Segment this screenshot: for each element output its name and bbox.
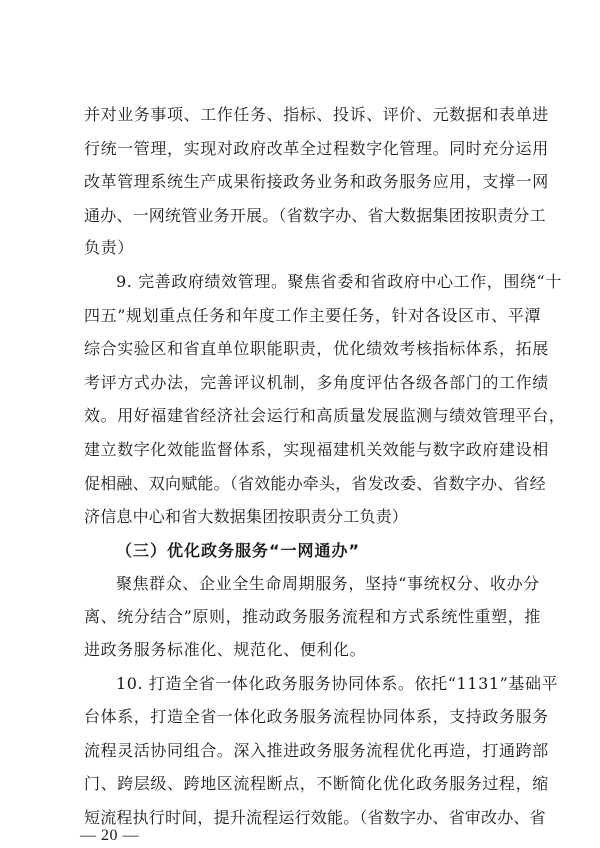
paragraph-line: 通办、一网统管业务开展。（省数字办、省大数据集团按职责分工 (84, 206, 546, 225)
section-intro-line: 离、统分结合”原则，推动政务服务流程和方式系统性重塑，推 (84, 607, 541, 626)
item-9-line: 综合实验区和省直单位职能职责，优化绩效考核指标体系，拓展 (84, 339, 549, 358)
item-9-line: 促相融、双向赋能。（省效能办牵头，省发改委、省数字办、省经 (84, 474, 546, 493)
item-9-line: 9. 完善政府绩效管理。聚焦省委和省政府中心工作，围绕“十 (116, 272, 562, 291)
item-9-line: 四五”规划重点任务和年度工作主要任务，针对各设区市、平潭 (84, 306, 541, 325)
paragraph-line: 并对业务事项、工作任务、指标、投诉、评价、元数据和表单进 (84, 105, 549, 124)
item-10-line: 台体系，打造全省一体化政务服务流程协同体系，支持政务服务 (84, 707, 549, 726)
item-9-line: 效。用好福建省经济社会运行和高质量发展监测与绩效管理平台， (84, 406, 566, 425)
section-intro-line: 聚焦群众、企业全生命周期服务，坚持“事统权分、收办分 (116, 574, 540, 593)
page-number: — 20 — (80, 827, 139, 844)
item-9-line: 济信息中心和省大数据集团按职责分工负责） (84, 507, 409, 526)
item-10-line: 门、跨层级、跨地区流程断点，不断简化优化政务服务过程，缩 (84, 774, 549, 793)
paragraph-line: 负责） (84, 238, 134, 257)
section-heading: （三）优化政务服务“一网通办” (116, 541, 361, 560)
paragraph-line: 改革管理系统生产成果衔接政务业务和政务服务应用，支撑一网 (84, 172, 549, 191)
item-10-line: 短流程执行时间，提升流程运行效能。（省数字办、省审改办、省 (84, 808, 546, 827)
item-9-line: 建立数字化效能监督体系，实现福建机关效能与数字政府建设相 (84, 440, 549, 459)
section-intro-line: 进政务服务标准化、规范化、便利化。 (84, 640, 367, 659)
item-10-line: 流程灵活协同组合。深入推进政务服务流程优化再造，打通跨部 (84, 741, 549, 760)
item-9-line: 考评方式办法，完善评议机制，多角度评估各级各部门的工作绩 (84, 373, 549, 392)
paragraph-line: 行统一管理，实现对政府改革全过程数字化管理。同时充分运用 (84, 139, 549, 158)
item-10-line: 10. 打造全省一体化政务服务协同体系。依托“1131”基础平 (116, 674, 559, 693)
